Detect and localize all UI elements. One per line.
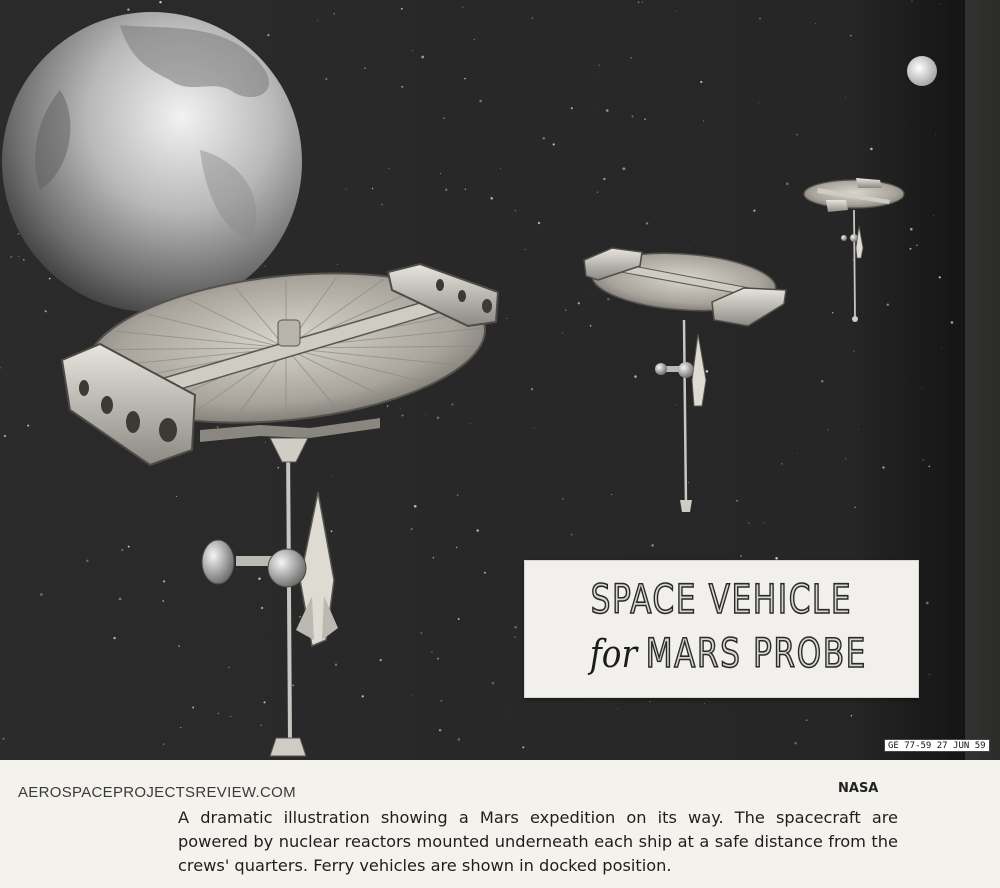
star bbox=[425, 415, 426, 416]
star bbox=[128, 546, 130, 548]
star bbox=[606, 109, 609, 112]
star bbox=[909, 248, 911, 250]
star bbox=[256, 722, 257, 723]
star bbox=[740, 555, 742, 557]
star bbox=[759, 18, 761, 20]
star bbox=[490, 197, 493, 200]
star bbox=[854, 507, 855, 508]
star bbox=[910, 228, 913, 231]
star bbox=[381, 204, 383, 206]
star bbox=[926, 602, 929, 605]
star bbox=[853, 351, 854, 352]
star bbox=[939, 3, 940, 4]
star bbox=[845, 458, 846, 459]
star bbox=[474, 39, 475, 40]
star bbox=[412, 50, 413, 51]
star bbox=[676, 11, 677, 12]
star bbox=[457, 738, 460, 741]
star bbox=[163, 743, 165, 745]
star bbox=[764, 522, 765, 523]
star bbox=[439, 729, 442, 732]
star bbox=[565, 310, 566, 311]
star bbox=[571, 107, 573, 109]
star bbox=[217, 426, 219, 428]
star bbox=[465, 188, 466, 189]
star bbox=[704, 703, 705, 704]
star bbox=[923, 459, 924, 460]
star bbox=[623, 167, 626, 170]
star bbox=[939, 276, 941, 278]
star bbox=[507, 712, 508, 713]
star bbox=[562, 333, 563, 334]
moon bbox=[907, 56, 937, 86]
star bbox=[649, 701, 650, 702]
star bbox=[514, 626, 516, 628]
star bbox=[852, 260, 853, 261]
plate-title-mars-probe: MARS PROBE bbox=[645, 631, 868, 677]
star bbox=[525, 249, 526, 250]
star bbox=[325, 78, 327, 80]
star bbox=[870, 148, 873, 151]
star bbox=[401, 8, 403, 10]
star bbox=[40, 593, 43, 596]
star bbox=[176, 496, 177, 497]
star bbox=[477, 529, 479, 531]
star bbox=[532, 18, 533, 19]
star bbox=[335, 663, 337, 665]
star bbox=[372, 188, 373, 189]
star bbox=[758, 103, 759, 104]
star bbox=[387, 405, 388, 406]
star bbox=[277, 467, 279, 469]
star bbox=[180, 727, 181, 728]
star bbox=[553, 143, 555, 145]
star bbox=[534, 428, 535, 429]
star bbox=[18, 256, 19, 257]
star bbox=[703, 120, 704, 121]
star bbox=[832, 312, 833, 313]
star bbox=[264, 266, 265, 267]
star bbox=[603, 178, 605, 180]
star bbox=[4, 435, 6, 437]
star bbox=[218, 713, 219, 714]
star bbox=[414, 505, 417, 508]
star bbox=[433, 557, 434, 558]
star bbox=[18, 233, 20, 235]
star bbox=[911, 1, 912, 2]
star bbox=[162, 600, 164, 602]
star bbox=[484, 572, 486, 574]
star bbox=[794, 742, 796, 744]
star bbox=[928, 465, 930, 467]
star bbox=[192, 707, 194, 709]
star bbox=[317, 20, 318, 21]
watermark-text: AEROSPACEPROJECTSREVIEW.COM bbox=[18, 784, 296, 801]
star bbox=[688, 482, 689, 483]
star bbox=[331, 530, 333, 532]
star bbox=[594, 107, 595, 108]
star bbox=[456, 547, 457, 548]
star bbox=[594, 75, 595, 76]
star bbox=[331, 476, 332, 477]
star bbox=[578, 302, 580, 304]
star bbox=[631, 115, 633, 117]
star bbox=[260, 724, 262, 726]
star bbox=[543, 137, 545, 139]
star bbox=[228, 667, 230, 669]
star bbox=[617, 709, 618, 710]
title-plate bbox=[524, 560, 919, 698]
star bbox=[74, 665, 75, 666]
star bbox=[676, 404, 677, 405]
star bbox=[611, 494, 612, 495]
star bbox=[597, 191, 599, 193]
star bbox=[500, 168, 501, 169]
star bbox=[440, 700, 442, 702]
star bbox=[337, 264, 338, 265]
earth bbox=[2, 12, 302, 312]
star bbox=[492, 682, 495, 685]
plate-title-line1: SPACE VEHICLE bbox=[590, 577, 853, 623]
star bbox=[10, 256, 12, 258]
plate-title-line2 bbox=[590, 631, 894, 677]
star bbox=[261, 607, 263, 609]
star bbox=[178, 645, 180, 647]
star bbox=[401, 414, 403, 416]
star bbox=[797, 453, 798, 454]
star bbox=[457, 494, 459, 496]
star bbox=[127, 8, 129, 10]
star bbox=[562, 498, 564, 500]
star bbox=[781, 463, 783, 465]
star bbox=[462, 7, 463, 8]
star bbox=[815, 23, 816, 24]
star bbox=[736, 500, 738, 502]
star bbox=[630, 57, 632, 59]
star bbox=[827, 429, 828, 430]
star bbox=[440, 173, 441, 174]
star bbox=[364, 67, 366, 69]
star bbox=[27, 425, 29, 427]
star bbox=[644, 118, 646, 120]
plate-for-script: for bbox=[589, 632, 638, 676]
star bbox=[628, 5, 629, 6]
star bbox=[935, 134, 936, 135]
star bbox=[638, 1, 640, 3]
star bbox=[464, 78, 466, 80]
star bbox=[23, 259, 25, 261]
star bbox=[299, 616, 301, 618]
star bbox=[258, 578, 260, 580]
star bbox=[642, 2, 643, 3]
star bbox=[706, 370, 709, 373]
star bbox=[479, 100, 482, 103]
star bbox=[237, 569, 238, 570]
star bbox=[362, 695, 364, 697]
star bbox=[445, 189, 447, 191]
star bbox=[86, 560, 88, 562]
star bbox=[443, 117, 445, 119]
star bbox=[292, 684, 294, 686]
star bbox=[882, 466, 884, 468]
star bbox=[431, 652, 433, 654]
star bbox=[451, 403, 453, 405]
star bbox=[515, 636, 516, 637]
star bbox=[531, 388, 533, 390]
star bbox=[411, 528, 413, 530]
star bbox=[49, 278, 51, 280]
star bbox=[380, 659, 382, 661]
star bbox=[590, 325, 592, 327]
star bbox=[821, 380, 823, 382]
star bbox=[916, 245, 918, 247]
figure-caption: A dramatic illustration showing a Mars expedition on its way. The spacecraft are powered by nuclear reactors mounted underneath each ship at a safe distance from the crews' quarters. Ferry vehicles are shown in docked position. bbox=[178, 808, 898, 875]
catalog-number-stamp: GE 77-59 27 JUN 59 bbox=[884, 739, 990, 752]
star bbox=[388, 168, 389, 169]
page-margin-right bbox=[965, 0, 1000, 760]
star bbox=[437, 658, 439, 660]
star bbox=[942, 348, 943, 349]
star bbox=[696, 241, 697, 242]
star bbox=[230, 716, 231, 717]
star bbox=[265, 442, 266, 443]
star bbox=[921, 388, 922, 389]
star bbox=[401, 86, 403, 88]
star bbox=[585, 290, 586, 291]
star bbox=[634, 375, 637, 378]
star bbox=[345, 189, 346, 190]
star bbox=[806, 719, 807, 720]
star bbox=[887, 303, 889, 305]
star bbox=[421, 632, 423, 634]
star bbox=[264, 701, 266, 703]
star bbox=[421, 56, 424, 59]
star bbox=[121, 549, 123, 551]
star bbox=[933, 215, 934, 216]
star bbox=[412, 695, 413, 696]
star bbox=[119, 598, 122, 601]
star bbox=[470, 423, 471, 424]
star bbox=[607, 298, 609, 300]
star bbox=[3, 738, 5, 740]
star bbox=[334, 13, 335, 14]
star bbox=[538, 222, 540, 224]
star bbox=[951, 321, 954, 324]
star bbox=[45, 310, 47, 312]
star bbox=[851, 715, 852, 716]
star bbox=[400, 408, 401, 409]
star bbox=[850, 35, 852, 37]
star bbox=[163, 580, 165, 582]
star bbox=[796, 134, 797, 135]
star bbox=[113, 637, 115, 639]
star bbox=[845, 97, 846, 98]
star bbox=[381, 214, 382, 215]
star bbox=[786, 182, 789, 185]
star bbox=[651, 544, 654, 547]
star bbox=[748, 523, 749, 524]
star bbox=[267, 34, 269, 36]
star bbox=[571, 534, 573, 536]
star bbox=[159, 1, 161, 3]
star bbox=[646, 222, 648, 224]
star bbox=[598, 64, 599, 65]
star bbox=[515, 210, 516, 211]
star bbox=[753, 210, 755, 212]
star bbox=[858, 429, 859, 430]
star bbox=[458, 618, 460, 620]
star bbox=[522, 746, 524, 748]
star bbox=[507, 318, 508, 319]
star bbox=[929, 674, 930, 675]
image-credit: NASA bbox=[838, 781, 879, 796]
star bbox=[700, 81, 702, 83]
star bbox=[437, 417, 440, 420]
